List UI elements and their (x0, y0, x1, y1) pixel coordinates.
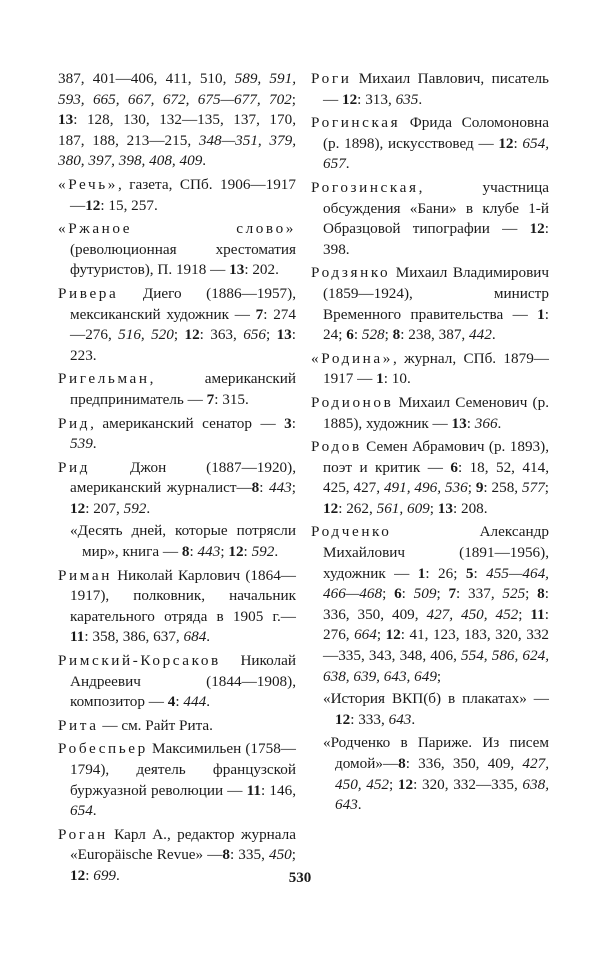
volume-number: 12 (228, 543, 244, 561)
entry-text: «История ВКП(б) в плакатах» — (323, 690, 549, 708)
separator: ; (467, 479, 476, 497)
separator: . (92, 435, 97, 453)
page-refs-italic: 592 (251, 543, 275, 561)
page-refs-italic: 539 (70, 435, 93, 453)
page-refs: : 335, (230, 846, 269, 864)
entry-heading: Роган (58, 825, 108, 843)
separator: ; (429, 499, 438, 517)
page-refs: : 358, 386, 637, (84, 628, 184, 646)
entry-text: — см. Райт Рита. (98, 716, 213, 734)
page-refs: : (401, 585, 414, 603)
page-refs: : 398. (323, 220, 549, 258)
volume-number: 12 (498, 134, 514, 152)
entry-heading: Родионов (311, 393, 394, 411)
separator: ; (291, 90, 296, 108)
separator: ; (265, 326, 277, 344)
volume-number: 9 (475, 479, 484, 497)
index-subentry (311, 689, 549, 730)
entry-heading: Рид (58, 414, 91, 432)
separator: . (206, 628, 211, 646)
page-refs: : 238, 387, (400, 326, 470, 344)
volume-number: 7 (448, 585, 457, 603)
volume-number: 12 (70, 499, 86, 517)
entry-text: , журнал, СПб. 1879—1917 — (323, 349, 549, 388)
page-refs-italic: 654, 657 (323, 134, 549, 173)
separator: ; (525, 585, 538, 603)
volume-number: 12 (335, 710, 351, 728)
index-entry (311, 522, 549, 687)
volume-number: 12 (529, 220, 545, 238)
volume-number: 8 (392, 326, 401, 344)
separator: ; (518, 605, 531, 623)
volume-number: 8 (181, 543, 190, 561)
page-refs-italic: 442 (469, 326, 492, 344)
separator: . (418, 90, 423, 108)
index-entry (311, 113, 549, 175)
page-refs-italic: 635 (395, 90, 419, 108)
page-refs: : 128, 130, 132—135, 137, 170, 187, 188, 213—215, (58, 111, 296, 149)
page-number: 530 (288, 870, 312, 886)
index-entry (311, 178, 549, 260)
index-subentry (58, 521, 296, 562)
volume-number: 8 (398, 755, 406, 772)
volume-number: 4 (167, 693, 176, 711)
page-refs: : 336, 350, 409, (323, 585, 549, 623)
page-refs-italic: 664 (354, 626, 377, 644)
index-entry (58, 69, 296, 172)
separator: . (411, 710, 416, 728)
separator: . (202, 152, 207, 170)
left-column (58, 69, 296, 890)
separator: . (116, 866, 120, 884)
entry-text: Семен Абрамович (р. 1893), поэт и критик — (323, 438, 549, 476)
separator: . (274, 543, 279, 561)
index-entry (58, 566, 296, 648)
page-refs-italic: 699 (93, 866, 116, 884)
volume-number: 6 (394, 585, 402, 603)
separator: ; (220, 543, 229, 561)
entry-text: Николай Андреевич (1844—1908), композитор — (70, 652, 296, 711)
entry-text: Михаил Семенович (р. 1885), художник — (323, 393, 549, 432)
entry-text: «Родченко в Париже. Из писем домой»— (323, 734, 549, 772)
page-refs: : (189, 543, 198, 561)
entry-heading: «Речь» (58, 175, 118, 193)
page-refs: : 15, 257. (100, 196, 158, 214)
index-entry (58, 369, 296, 410)
page-refs-italic: 656 (243, 326, 266, 344)
page-refs-italic: 509 (413, 585, 437, 603)
volume-number: 13 (451, 414, 467, 432)
page-refs: : 258, (483, 479, 522, 497)
page-refs-italic: 638, 643 (335, 775, 549, 814)
separator: . (146, 499, 151, 517)
entry-text: «Десять дней, которые потрясли мир», книга — (70, 522, 296, 561)
separator: ; (382, 585, 395, 603)
index-entry (58, 458, 296, 520)
entry-heading: «Ржаное слово» (58, 220, 296, 238)
page-refs-italic: 455—464, 466—468 (323, 564, 549, 603)
index-entry (58, 414, 296, 455)
volume-number: 12 (385, 626, 401, 644)
volume-number: 12 (397, 775, 414, 793)
volume-number: 6 (450, 458, 458, 476)
index-entry (311, 263, 549, 345)
entry-text: Николай Карлович (1864—1917), полковник, начальник карательного отряда в 1905 г.— (70, 566, 296, 625)
volume-number: 8 (251, 479, 260, 497)
entry-heading: Родзянко (311, 264, 391, 282)
entry-heading: Родов (311, 438, 362, 456)
separator: . (345, 155, 350, 173)
page-refs: : (473, 564, 487, 582)
volume-number: 5 (465, 564, 474, 582)
entry-heading: Рита (58, 716, 99, 734)
page-refs: : 24; (323, 305, 549, 344)
page-refs-italic: 554, 586, 624, 638, 639, 643, 649 (323, 647, 550, 685)
entry-heading: Рогинская (311, 114, 401, 132)
entry-text: Джон (1887—1920), американский журналист— (70, 458, 296, 497)
page-refs: : (466, 414, 475, 432)
index-entry (58, 651, 296, 713)
volume-number: 1 (537, 305, 545, 323)
separator: ; (436, 585, 449, 603)
page-refs-italic: 525 (502, 585, 526, 603)
index-subentry (311, 733, 549, 815)
page-refs: : 10. (383, 370, 411, 388)
page-refs: : (243, 543, 252, 561)
volume-number: 11 (70, 628, 85, 646)
separator: ; (291, 846, 296, 864)
volume-number: 7 (206, 390, 215, 408)
entry-heading: Робеспьер (58, 740, 148, 758)
page-refs-italic: 366 (474, 414, 498, 432)
page-refs-italic: 643 (388, 710, 412, 728)
page-refs: : (291, 414, 296, 432)
entry-heading: Роги (311, 70, 352, 87)
page-refs-italic: 654 (70, 802, 93, 820)
page-refs: : (259, 479, 269, 497)
volume-number: 13 (229, 261, 245, 279)
page-refs: : (513, 134, 523, 152)
separator: . (357, 796, 362, 814)
page-refs: : 146, (261, 781, 296, 799)
right-column (311, 69, 549, 819)
entry-heading: Ривера (58, 284, 119, 302)
index-entry (311, 349, 549, 390)
entry-text: Карл А., редактор журнала «Europäische Revue» — (70, 825, 296, 864)
volume-number: 13 (437, 499, 453, 517)
page-refs: : (353, 326, 362, 344)
index-entry (311, 69, 549, 110)
volume-number: 11 (530, 605, 545, 623)
volume-number: 8 (222, 846, 230, 864)
page-refs: : (175, 693, 184, 711)
entry-heading: Родченко (311, 523, 392, 541)
page-refs-italic: 450 (268, 846, 292, 864)
entry-heading: Рид (58, 458, 91, 476)
entry-text: Александр Михайлович (1891—1956), художник — (323, 523, 549, 582)
page-refs: : 336, 350, 409, (405, 755, 523, 772)
entry-heading: Рогозинская (311, 178, 419, 196)
entry-heading: Ригельман (58, 370, 150, 388)
page-refs: 387, 401—406, 411, 510, (58, 70, 235, 87)
page-refs: : 333, (350, 710, 389, 728)
entry-heading: «Родина» (311, 349, 393, 367)
page-refs: : 26; (425, 564, 466, 582)
page-refs: : 337, (456, 585, 503, 603)
entry-text: , американский сенатор — (90, 414, 285, 432)
separator: ; (436, 667, 442, 685)
entry-text: Фрида Соломоновна (р. 1898), искусствовед — (323, 114, 549, 152)
page-refs-italic: 491, 496, 536 (383, 479, 468, 497)
volume-number: 12 (70, 866, 86, 884)
page-refs-italic: 516, 520 (118, 326, 174, 344)
page-refs-italic: 528 (361, 326, 385, 344)
entry-text: , американский предприниматель — (70, 370, 296, 408)
volume-number: 7 (255, 305, 264, 323)
volume-number: 8 (537, 585, 545, 603)
volume-number: 1 (376, 370, 384, 388)
page-refs-italic: 443 (268, 479, 292, 497)
volume-number: 13 (276, 326, 292, 344)
entry-text: , газета, СПб. 1906—1917— (70, 175, 296, 214)
page-refs: : 274—276, (70, 305, 296, 344)
separator: ; (384, 326, 393, 344)
page-refs: : 320, 332—335, (413, 775, 523, 793)
page-refs: : 262, (338, 499, 377, 517)
page-refs-italic: 427, 450, 452 (335, 755, 549, 793)
page-refs: : 208. (452, 499, 488, 517)
separator: ; (376, 626, 386, 644)
separator: . (206, 693, 210, 711)
index-entry (58, 175, 296, 216)
entry-heading: Римский-Корсаков (58, 652, 221, 670)
separator: . (491, 326, 496, 344)
page-refs: : 223. (70, 326, 296, 364)
page-refs: : 202. (244, 261, 279, 279)
page-refs-italic: 592 (123, 499, 147, 517)
page-refs-italic: 443 (197, 543, 221, 561)
page-refs: : 276, (323, 605, 549, 644)
separator: . (497, 414, 502, 432)
page-refs: : 18, 52, 414, 425, 427, (323, 458, 549, 497)
separator: . (92, 802, 97, 820)
index-entry (58, 739, 296, 821)
page-refs: : 315. (214, 390, 249, 408)
volume-number: 13 (58, 111, 74, 129)
entry-text: (революционная хрестоматия футуристов), П. 1918 — (70, 240, 296, 279)
entry-heading: Риман (58, 566, 112, 584)
separator: ; (389, 775, 398, 793)
page-refs: : 41, 123, 183, 320, 332—335, 343, 348, 406, (323, 626, 549, 665)
page-refs-italic: 444 (183, 693, 207, 711)
page-refs-italic: 577 (522, 479, 545, 497)
separator: ; (173, 326, 185, 344)
page-refs-italic: 561, 609 (376, 499, 430, 517)
volume-number: 3 (284, 414, 292, 432)
entry-text: Максимильен (1758—1794), деятель французской буржуазной революции — (70, 740, 296, 799)
volume-number: 6 (346, 326, 354, 344)
entry-text: Михаил Владимирович (1859—1924), министр Временного правительства — (323, 264, 549, 323)
volume-number: 12 (341, 90, 358, 108)
entry-text: , участница обсуждения «Бани» в клубе 1-й Образцовой типографии — (323, 178, 549, 238)
index-entry (58, 284, 296, 366)
page-refs-italic: 348—351, 379, 380, 397, 398, 408, 409 (58, 131, 296, 170)
separator: ; (544, 479, 550, 497)
page-refs: : 363, (199, 326, 244, 344)
entry-text: Диего (1886—1957), мексиканский художник — (70, 284, 296, 323)
separator: ; (291, 479, 296, 497)
volume-number: 12 (184, 326, 200, 344)
page-refs: : 207, (85, 499, 124, 517)
entry-text: Михаил Павлович, писатель — (323, 70, 549, 108)
page-refs-italic: 589, 591, 593, 665, 667, 672, 675—677, 702 (58, 70, 297, 108)
page-refs: : 313, (357, 90, 396, 108)
volume-number: 12 (85, 196, 101, 214)
volume-number: 11 (246, 781, 262, 799)
volume-number: 1 (417, 564, 426, 582)
page-refs-italic: 427, 450, 452 (426, 605, 519, 623)
index-entry (311, 437, 549, 519)
index-entry (311, 393, 549, 434)
index-entry (58, 716, 296, 737)
page-refs: : (85, 866, 94, 884)
volume-number: 12 (323, 499, 339, 517)
index-entry (58, 219, 296, 281)
page-refs-italic: 684 (183, 628, 207, 646)
